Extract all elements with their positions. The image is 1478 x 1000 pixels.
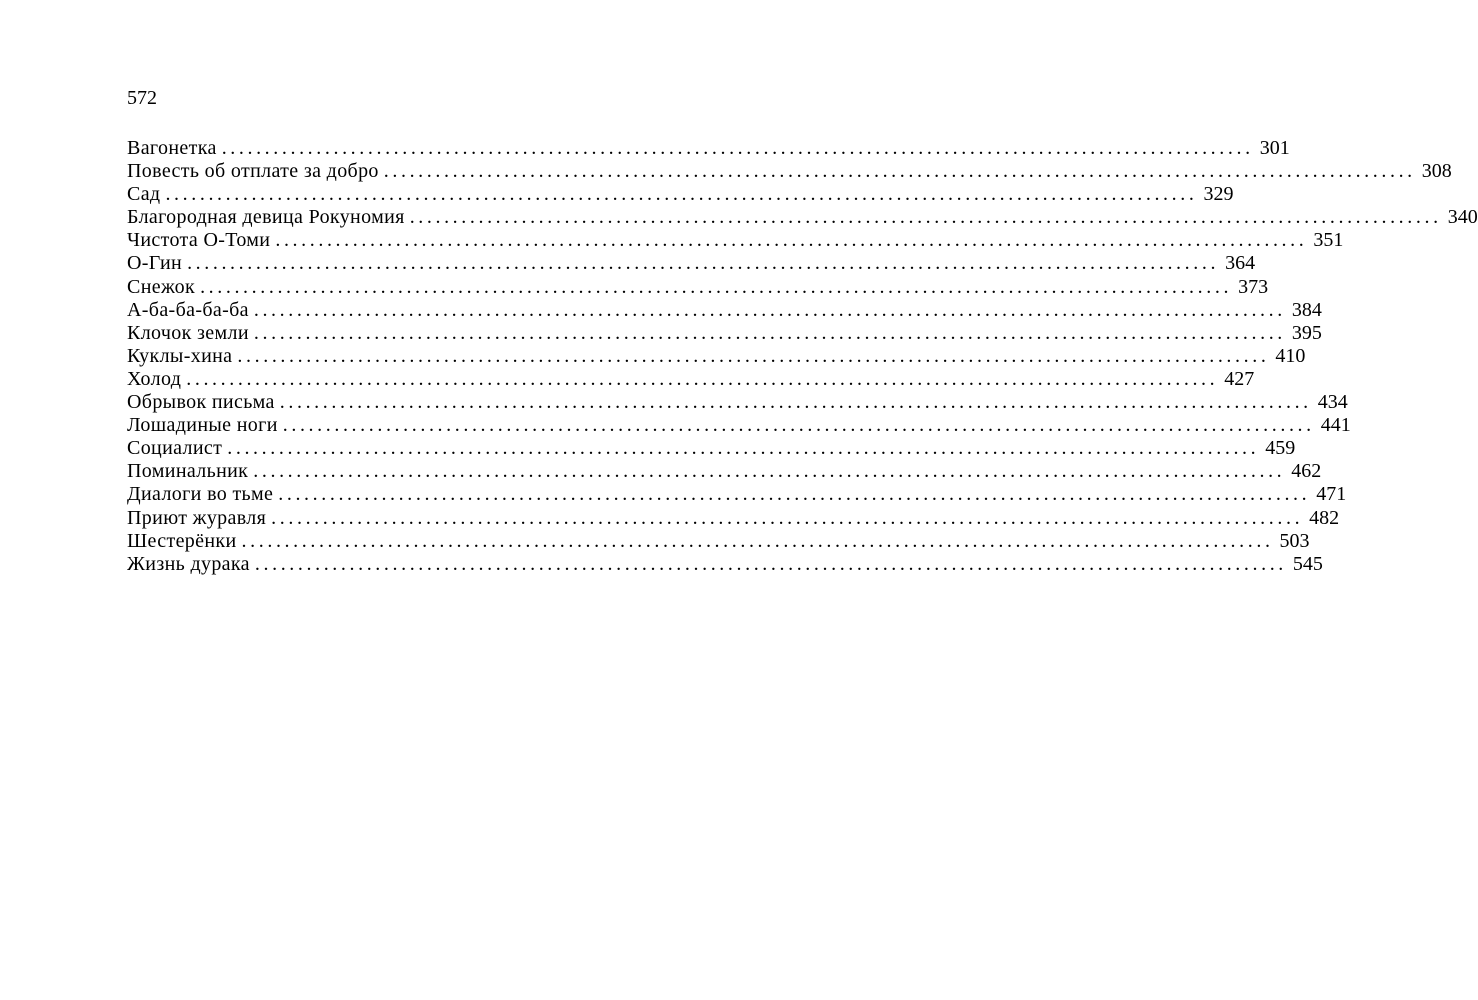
toc-entry-title: Жизнь дурака <box>127 552 250 575</box>
toc-entry <box>127 183 1234 206</box>
toc-entry-page: 410 <box>1275 344 1306 367</box>
toc-entry <box>127 344 1306 368</box>
toc-entry-title: Чистота О-Томи <box>127 229 271 252</box>
toc-entry-title: Вагонетка <box>127 137 217 159</box>
dot-leader: ........................................................................................................................ <box>253 321 1286 344</box>
toc-entry <box>127 229 1344 252</box>
toc-entry-title: Клочок земли <box>127 321 249 344</box>
toc-entry-title: А-ба-ба-ба-ба <box>127 298 249 321</box>
dot-leader: ........................................................................................................................ <box>187 252 1220 275</box>
toc-entry <box>127 160 1452 183</box>
toc-entry <box>127 321 1322 345</box>
toc-entry-title: Благородная девица Рокуномия <box>127 206 405 229</box>
toc-entry-title: Социалист <box>127 437 223 460</box>
toc-entry <box>127 483 1347 506</box>
table-of-contents <box>127 137 1478 576</box>
dot-leader: ........................................................................................................................ <box>279 391 1312 414</box>
toc-entry <box>127 552 1323 576</box>
toc-entry-page: 340 <box>1447 206 1478 229</box>
dot-leader: ........................................................................................................................ <box>282 414 1315 437</box>
dot-leader: ........................................................................................................................ <box>241 529 1274 552</box>
toc-entry-page: 373 <box>1238 275 1269 298</box>
dot-leader: ........................................................................................................................ <box>254 552 1287 575</box>
toc-entry-page: 384 <box>1291 298 1322 321</box>
toc-entry-title: Сад <box>127 183 161 206</box>
toc-entry <box>127 298 1322 322</box>
toc-entry <box>127 506 1340 530</box>
dot-leader: ........................................................................................................................ <box>253 298 1286 321</box>
toc-entry <box>127 275 1269 299</box>
toc-entry-page: 462 <box>1291 460 1322 483</box>
toc-entry-page: 459 <box>1265 437 1296 460</box>
toc-entry-title: Куклы-хина <box>127 344 233 367</box>
dot-leader: ........................................................................................................................ <box>409 206 1442 229</box>
toc-entry <box>127 437 1296 460</box>
toc-entry-page: 434 <box>1317 391 1348 414</box>
dot-leader: ........................................................................................................................ <box>253 460 1286 483</box>
toc-entry-title: Диалоги во тьме <box>127 483 274 506</box>
page-number: 572 <box>127 87 157 109</box>
toc-entry <box>127 529 1310 553</box>
dot-leader: ........................................................................................................................ <box>383 160 1416 183</box>
toc-entry-title: Холод <box>127 367 182 390</box>
toc-entry <box>127 460 1322 483</box>
toc-entry-page: 301 <box>1259 137 1290 159</box>
toc-entry <box>127 367 1255 391</box>
toc-entry-page: 545 <box>1292 552 1323 575</box>
toc-entry <box>127 206 1478 229</box>
toc-entry-title: Снежок <box>127 275 196 298</box>
dot-leader: ........................................................................................................................ <box>200 275 1233 298</box>
toc-entry-page: 395 <box>1291 321 1322 344</box>
toc-entry <box>127 252 1256 275</box>
toc-entry-title: Повесть об отплате за добро <box>127 160 379 183</box>
toc-entry-page: 329 <box>1203 183 1234 206</box>
dot-leader: ........................................................................................................................ <box>227 437 1260 460</box>
dot-leader: ........................................................................................................................ <box>237 344 1270 367</box>
toc-entry-page: 427 <box>1224 367 1255 390</box>
toc-entry-title: Поминальник <box>127 460 249 483</box>
toc-entry <box>127 137 1290 160</box>
toc-entry-title: Лошадиные ноги <box>127 414 278 437</box>
toc-entry-page: 351 <box>1313 229 1344 252</box>
toc-entry-page: 364 <box>1225 252 1256 275</box>
dot-leader: ........................................................................................................................ <box>278 483 1311 506</box>
toc-entry-title: Шестерёнки <box>127 529 237 552</box>
toc-entry-title: Приют журавля <box>127 506 267 529</box>
toc-entry-page: 503 <box>1279 529 1310 552</box>
toc-entry-title: О-Гин <box>127 252 183 275</box>
dot-leader: ........................................................................................................................ <box>221 137 1254 159</box>
dot-leader: ........................................................................................................................ <box>165 183 1198 206</box>
toc-entry-page: 471 <box>1316 483 1347 506</box>
toc-entry-page: 482 <box>1309 506 1340 529</box>
toc-entry-page: 308 <box>1421 160 1452 183</box>
toc-entry-title: Обрывок письма <box>127 391 275 414</box>
toc-entry-page: 441 <box>1320 414 1351 437</box>
toc-entry <box>127 391 1348 414</box>
dot-leader: ........................................................................................................................ <box>275 229 1308 252</box>
dot-leader: ........................................................................................................................ <box>186 367 1219 390</box>
dot-leader: ........................................................................................................................ <box>271 506 1304 529</box>
toc-entry <box>127 414 1351 437</box>
